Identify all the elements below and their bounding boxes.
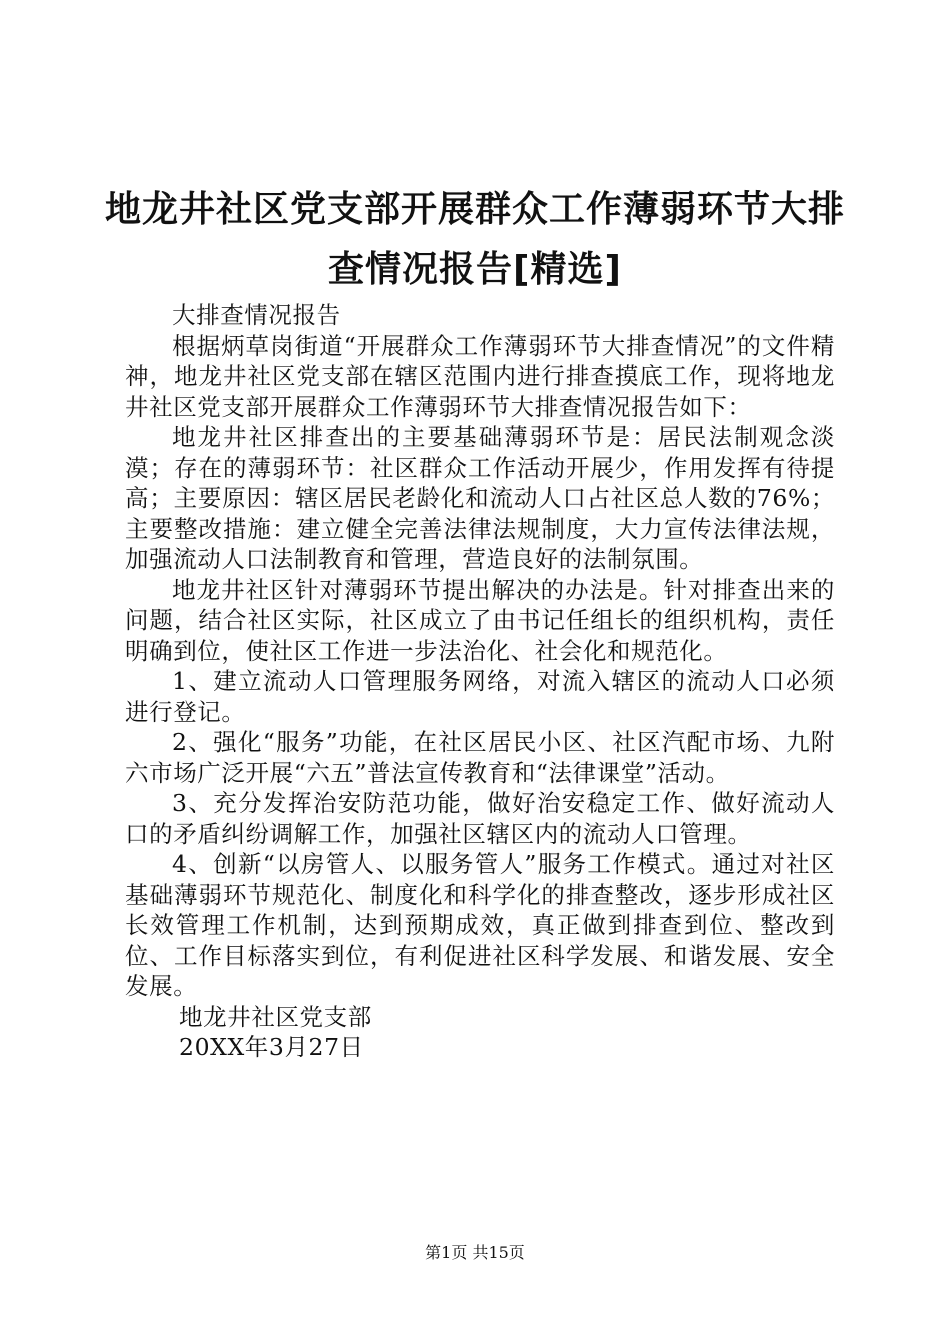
paragraph-findings: 地龙井社区排查出的主要基础薄弱环节是：居民法制观念淡漠；存在的薄弱环节：社区群众工作活动开展少，作用发挥有待提高；主要原因：辖区居民老龄化和流动人口占社区总人数的76%；主要整改措施：建立健全完善法律法规制度，大力宣传法律法规，加强流动人口法制教育和管理，营造良好的法制氛围。	[125, 423, 835, 573]
paragraph-intro: 根据炳草岗街道“开展群众工作薄弱环节大排查情况”的文件精神，地龙井社区党支部在辖区范围内进行排查摸底工作，现将地龙井社区党支部开展群众工作薄弱环节大排查情况报告如下：	[125, 331, 835, 421]
document-title-line-1: 地龙井社区党支部开展群众工作薄弱环节大排	[104, 189, 845, 230]
list-item-1: 1、建立流动人口管理服务网络，对流入辖区的流动人口必须进行登记。	[125, 667, 835, 726]
page-number-footer: 第1页 共15页	[425, 1243, 525, 1262]
list-item-2: 2、强化“服务”功能，在社区居民小区、社区汽配市场、九附六市场广泛开展“六五”普法宣传教育和“法律课堂”活动。	[125, 728, 835, 787]
section-heading: 大排查情况报告	[172, 301, 341, 329]
document-title-line-2: 查情况报告[精选]	[328, 249, 622, 290]
paragraph-solutions: 地龙井社区针对薄弱环节提出解决的办法是。针对排查出来的问题，结合社区实际，社区成立了由书记任组长的组织机构，责任明确到位，使社区工作进一步法治化、社会化和规范化。	[125, 575, 835, 665]
list-item-4: 4、创新“以房管人、以服务管人”服务工作模式。通过对社区基础薄弱环节规范化、制度化和科学化的排查整改，逐步形成社区长效管理工作机制，达到预期成效，真正做到排查到位、整改到位、工作目标落实到位，有利促进社区科学发展、和谐发展、安全发展。	[125, 850, 835, 1000]
document-body	[125, 300, 835, 1063]
date: 20XX年3月27日	[179, 1033, 364, 1061]
signature: 地龙井社区党支部	[179, 1002, 372, 1031]
list-item-3: 3、充分发挥治安防范功能，做好治安稳定工作、做好流动人口的矛盾纠纷调解工作，加强社区辖区内的流动人口管理。	[125, 789, 835, 848]
